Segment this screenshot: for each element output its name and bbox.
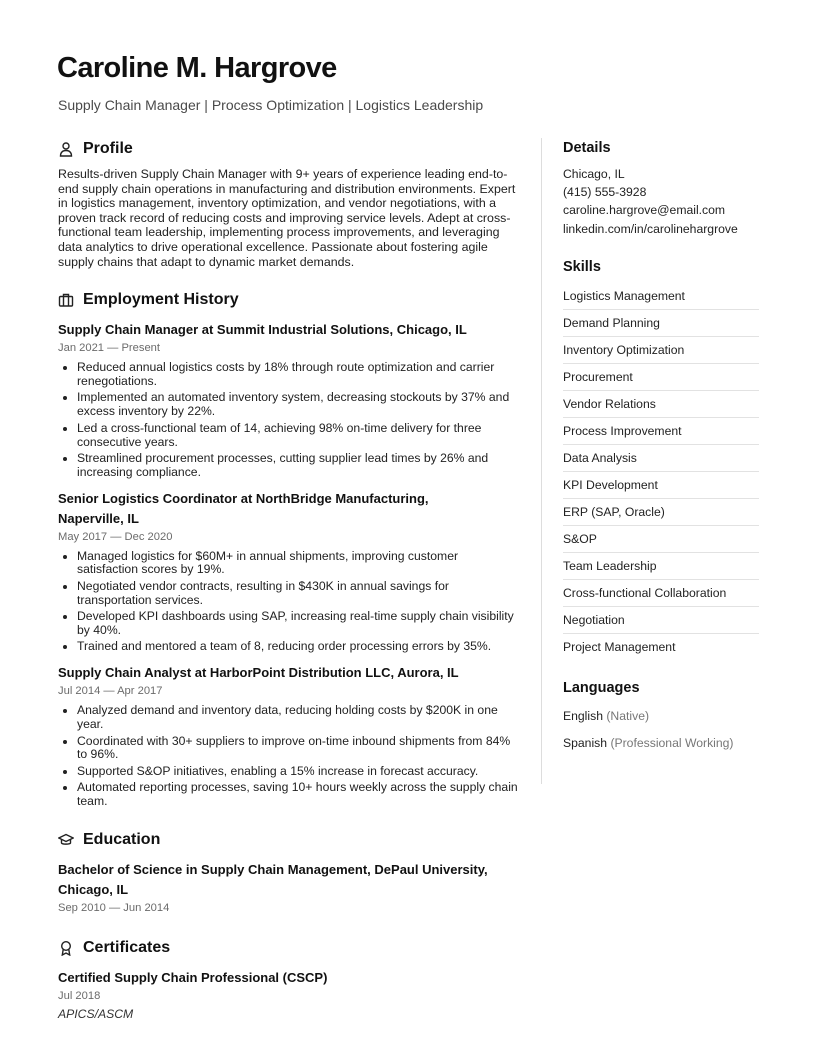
- certificate-date: Jul 2018: [58, 989, 101, 1002]
- profile-section: [58, 138, 520, 269]
- job-bullet: Trained and mentored a team of 8, reducing order processing errors by 35%.: [58, 640, 520, 654]
- degree-title: Bachelor of Science in Supply Chain Management, DePaul University, Chicago, IL: [58, 861, 488, 897]
- skill-item: Procurement: [563, 364, 759, 391]
- job-bullet: Analyzed demand and inventory data, reducing holding costs by $200K in one year.: [58, 704, 520, 732]
- job-bullet: Automated reporting processes, saving 10+ hours weekly across the supply chain team.: [58, 781, 520, 809]
- job-bullet: Managed logistics for $60M+ in annual shipments, improving customer satisfaction scores by 19%.: [58, 550, 520, 578]
- job-dates: May 2017 — Dec 2020: [58, 530, 173, 543]
- certificates-title: Certificates: [83, 938, 171, 956]
- job-entry: [58, 320, 520, 479]
- candidate-name: Caroline M. Hargrove: [57, 52, 337, 84]
- education-title: Education: [83, 830, 161, 848]
- skills-title: Skills: [563, 258, 601, 275]
- job-title: Supply Chain Analyst at HarborPoint Distribution LLC, Aurora, IL: [58, 665, 459, 681]
- employment-header: [58, 289, 520, 311]
- detail-email[interactable]: caroline.hargrove@email.com: [563, 203, 726, 218]
- language-name: Spanish: [563, 735, 608, 750]
- job-bullet: Developed KPI dashboards using SAP, increasing real-time supply chain visibility by 40%.: [58, 610, 520, 638]
- languages-section: [563, 678, 759, 757]
- employment-title: Employment History: [83, 291, 239, 309]
- certificate-title: Certified Supply Chain Professional (CSCP): [58, 969, 328, 985]
- column-divider: [541, 138, 542, 784]
- candidate-subtitle: Supply Chain Manager | Process Optimization | Logistics Leadership: [58, 97, 484, 113]
- skill-item: Demand Planning: [563, 310, 759, 337]
- award-ribbon-icon: [58, 940, 74, 956]
- job-bullet: Supported S&OP initiatives, enabling a 15% increase in forecast accuracy.: [58, 765, 520, 779]
- profile-header: [58, 138, 520, 160]
- language-level: (Native): [606, 708, 650, 723]
- education-dates: Sep 2010 — Jun 2014: [58, 901, 170, 914]
- skill-item: Logistics Management: [563, 283, 759, 310]
- job-bullets: [58, 361, 520, 479]
- certificate-issuer: APICS/ASCM: [58, 1006, 134, 1021]
- job-entry: [58, 489, 520, 655]
- details-title: Details: [563, 140, 611, 156]
- skill-item: Process Improvement: [563, 418, 759, 445]
- job-bullets: [58, 550, 520, 655]
- job-bullet: Coordinated with 30+ suppliers to improve on-time inbound shipments from 84% to 96%.: [58, 735, 520, 763]
- skill-item: Project Management: [563, 639, 676, 654]
- certificate-entry: [58, 968, 520, 1022]
- education-entry: [58, 860, 520, 915]
- job-title: Senior Logistics Coordinator at NorthBridge Manufacturing, Naperville, IL: [58, 490, 429, 526]
- main-column: [58, 138, 520, 1022]
- language-name: English: [563, 708, 603, 723]
- job-bullet: Led a cross-functional team of 14, achieving 98% on-time delivery for three consecutive years.: [58, 422, 520, 450]
- job-dates: Jul 2014 — Apr 2017: [58, 685, 163, 698]
- profile-text: Results-driven Supply Chain Manager with 9+ years of experience leading end-to-end supply chain operations in manufacturing and distribution environments. Expert in logistics management, inventory optimization, and vendor negotiations, with a proven track record of reducing costs and improving service levels. Adept at cross-functional team leadership, implementing process improvements, and leveraging data analytics to drive operational excellence. Passionate about fostering agile supply chains that adapt to dynamic market demands.: [58, 167, 516, 269]
- skill-item: S&OP: [563, 526, 759, 553]
- language-level: (Professional Working): [610, 735, 734, 750]
- skills-section: [563, 257, 759, 661]
- job-bullet: Implemented an automated inventory system, decreasing stockouts by 37% and excess inventory by 22%.: [58, 391, 520, 419]
- job-entry: [58, 663, 520, 809]
- skill-item: ERP (SAP, Oracle): [563, 499, 759, 526]
- language-item: [563, 730, 759, 757]
- briefcase-icon: [58, 292, 74, 308]
- skill-item: Team Leadership: [563, 553, 759, 580]
- employment-section: [58, 289, 520, 809]
- education-header: [58, 829, 520, 851]
- person-icon: [58, 141, 74, 157]
- skills-list: [563, 283, 759, 661]
- job-bullets: [58, 704, 520, 809]
- skill-item: Data Analysis: [563, 445, 759, 472]
- certificates-header: [58, 937, 520, 959]
- skill-item: Negotiation: [563, 607, 759, 634]
- job-bullet: Reduced annual logistics costs by 18% through route optimization and carrier renegotiations.: [58, 361, 520, 389]
- job-bullet: Negotiated vendor contracts, resulting in $430K in annual savings for transportation services.: [58, 580, 520, 608]
- skill-item: KPI Development: [563, 472, 759, 499]
- skill-item: Cross-functional Collaboration: [563, 580, 759, 607]
- detail-location: Chicago, IL: [563, 167, 625, 181]
- languages-title: Languages: [563, 679, 640, 696]
- certificates-section: [58, 937, 520, 1022]
- languages-list: [563, 703, 759, 757]
- detail-linkedin[interactable]: linkedin.com/in/carolinehargrove: [563, 221, 738, 236]
- graduation-cap-icon: [58, 832, 74, 848]
- job-title: Supply Chain Manager at Summit Industrial Solutions, Chicago, IL: [58, 322, 467, 338]
- profile-title: Profile: [83, 140, 133, 157]
- skill-item: Inventory Optimization: [563, 337, 759, 364]
- skill-item: Vendor Relations: [563, 391, 759, 418]
- education-section: [58, 829, 520, 915]
- details-section: [563, 138, 759, 238]
- job-bullet: Streamlined procurement processes, cutting supplier lead times by 26% and increasing compliance.: [58, 452, 520, 480]
- sidebar-column: [563, 138, 759, 757]
- job-dates: Jan 2021 — Present: [58, 342, 160, 355]
- language-item: [563, 703, 759, 730]
- detail-phone: (415) 555-3928: [563, 185, 647, 200]
